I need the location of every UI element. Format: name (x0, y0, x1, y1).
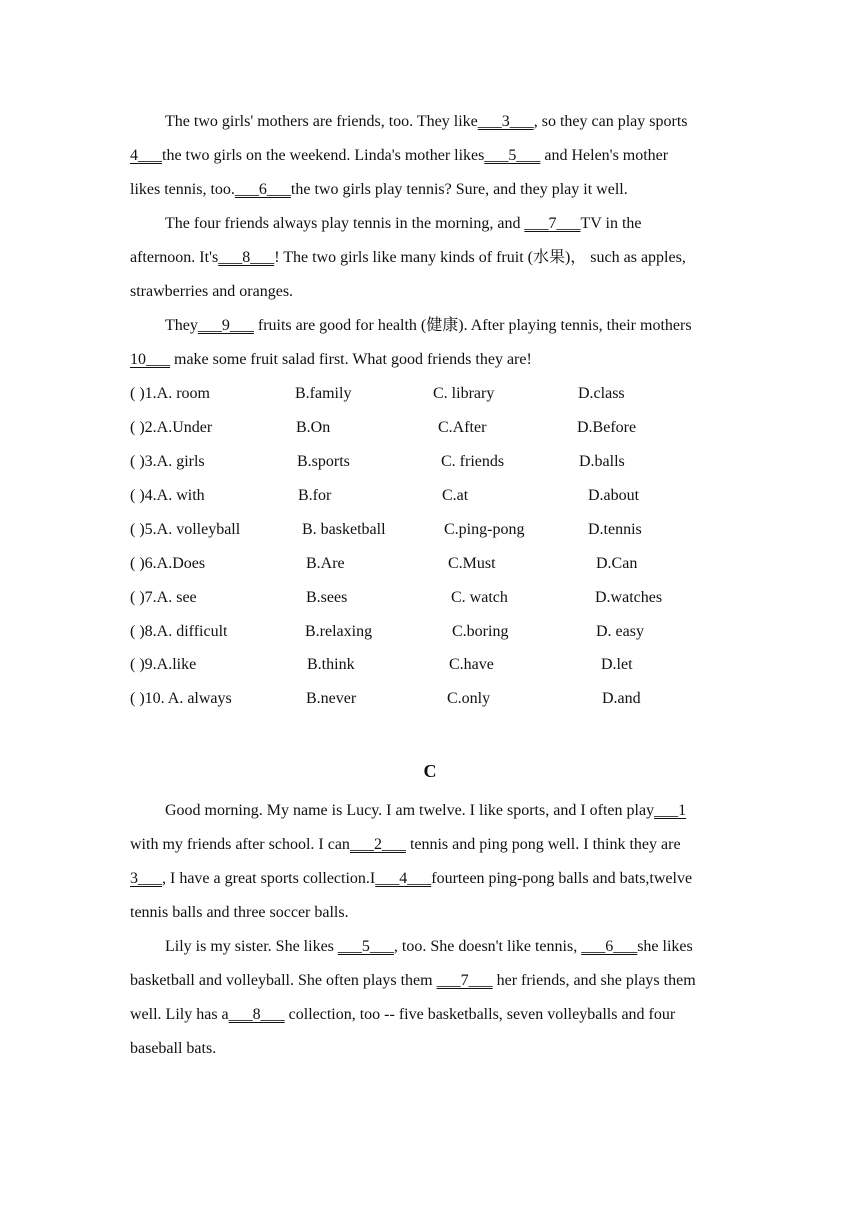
text: afternoon. It's (130, 249, 219, 266)
section-title: C (423, 761, 437, 781)
text: , too. She doesn't like tennis, (393, 938, 582, 955)
text: tennis and ping pong well. I think they are (405, 836, 681, 853)
option-d: D.watches (595, 589, 663, 606)
question-number: ( )3.A. girls (130, 453, 205, 470)
text: her friends, and she plays them (492, 972, 696, 989)
text: fruits are good for health (健康). After playing tennis, their mothers (253, 317, 692, 334)
text: Lily is my sister. She likes (165, 938, 338, 955)
option-b: B.family (295, 385, 352, 402)
passage-line (130, 835, 730, 855)
passage-line (130, 869, 730, 889)
passage-line (130, 350, 730, 370)
question-number: ( )2.A.Under (130, 419, 213, 436)
text: TV in the (580, 215, 642, 232)
text: the two girls play tennis? Sure, and they play it well. (290, 181, 628, 198)
passage-line (165, 937, 765, 957)
passage-line (130, 180, 730, 200)
blank-6: ___6___ (234, 181, 291, 198)
option-b: B.think (307, 656, 355, 673)
blank-3: ___3___ (477, 113, 534, 130)
option-b: B.Are (306, 555, 345, 572)
option-d: D.balls (579, 453, 625, 470)
question-number: ( )10. A. always (130, 690, 232, 707)
option-d: D.Before (577, 419, 637, 436)
option-b: B.sees (306, 589, 348, 606)
question-number: ( )6.A.Does (130, 555, 206, 572)
text: likes tennis, too. (130, 181, 235, 198)
text: well. Lily has a (130, 1006, 229, 1023)
blank-8: ___8___ (218, 249, 275, 266)
blank-5: ___5___ (484, 147, 541, 164)
blank-3: 3___ (130, 870, 162, 887)
passage-line (165, 112, 765, 132)
passage-line: strawberries and oranges. (130, 283, 294, 300)
text: with my friends after school. I can (130, 836, 350, 853)
text: , I have a great sports collection.I (162, 870, 376, 887)
option-b: B.for (298, 487, 332, 504)
blank-4: 4___ (130, 147, 162, 164)
text: make some fruit salad first. What good friends they are! (170, 351, 532, 368)
option-c: C. library (433, 385, 495, 402)
passage-line (130, 146, 730, 166)
text: fourteen ping-pong balls and bats,twelve (431, 870, 693, 887)
blank-8: ___8___ (228, 1006, 285, 1023)
blank-7: ___7___ (436, 972, 493, 989)
text: The four friends always play tennis in the morning, and (165, 215, 525, 232)
question-number: ( )1.A. room (130, 385, 210, 402)
option-b: B.relaxing (305, 623, 373, 640)
option-d: D.about (588, 487, 640, 504)
option-c: C.at (442, 487, 469, 504)
option-c: C.Must (448, 555, 496, 572)
blank-10: 10___ (130, 351, 170, 368)
question-number: ( )5.A. volleyball (130, 521, 241, 538)
blank-7: ___7___ (524, 215, 581, 232)
passage-line (130, 248, 730, 268)
option-d: D.tennis (588, 521, 642, 538)
option-c: C.After (438, 419, 487, 436)
text: The two girls' mothers are friends, too. They like (165, 113, 478, 130)
text: They (165, 317, 198, 334)
question-number: ( )8.A. difficult (130, 623, 228, 640)
blank-4: ___4___ (375, 870, 432, 887)
passage-line (130, 971, 730, 991)
text: basketball and volleyball. She often plays them (130, 972, 437, 989)
passage-line (165, 214, 765, 234)
blank-5: ___5___ (337, 938, 394, 955)
text: , so they can play sports (533, 113, 688, 130)
text: ! The two girls like many kinds of fruit (水果)， such as apples, (274, 249, 686, 266)
question-number: ( )4.A. with (130, 487, 205, 504)
option-c: C. watch (451, 589, 508, 606)
blank-9: ___9___ (197, 317, 254, 334)
passage-line (130, 1005, 730, 1025)
blank-2: ___2___ (349, 836, 406, 853)
option-b: B.On (296, 419, 331, 436)
option-b: B. basketball (302, 521, 386, 538)
option-c: C.boring (452, 623, 509, 640)
option-d: D.class (578, 385, 625, 402)
option-c: C. friends (441, 453, 505, 470)
text: she likes (637, 938, 693, 955)
passage-line: tennis balls and three soccer balls. (130, 904, 349, 921)
option-b: B.sports (297, 453, 350, 470)
option-d: D.and (602, 690, 641, 707)
text: collection, too -- five basketballs, seven volleyballs and four (284, 1006, 676, 1023)
passage-line (165, 801, 765, 821)
blank-1: ___1 (654, 802, 687, 819)
passage-line (165, 316, 765, 336)
text: Good morning. My name is Lucy. I am twelve. I like sports, and I often play (165, 802, 655, 819)
option-d: D.let (601, 656, 633, 673)
option-c: C.ping-pong (444, 521, 525, 538)
blank-6: ___6___ (581, 938, 638, 955)
passage-line: baseball bats. (130, 1040, 217, 1057)
text: and Helen's mother (540, 147, 669, 164)
option-d: D.Can (596, 555, 638, 572)
option-d: D. easy (596, 623, 644, 640)
option-c: C.only (447, 690, 491, 707)
option-b: B.never (306, 690, 357, 707)
question-number: ( )7.A. see (130, 589, 197, 606)
text: the two girls on the weekend. Linda's mother likes (162, 147, 485, 164)
question-number: ( )9.A.like (130, 656, 197, 673)
option-c: C.have (449, 656, 494, 673)
